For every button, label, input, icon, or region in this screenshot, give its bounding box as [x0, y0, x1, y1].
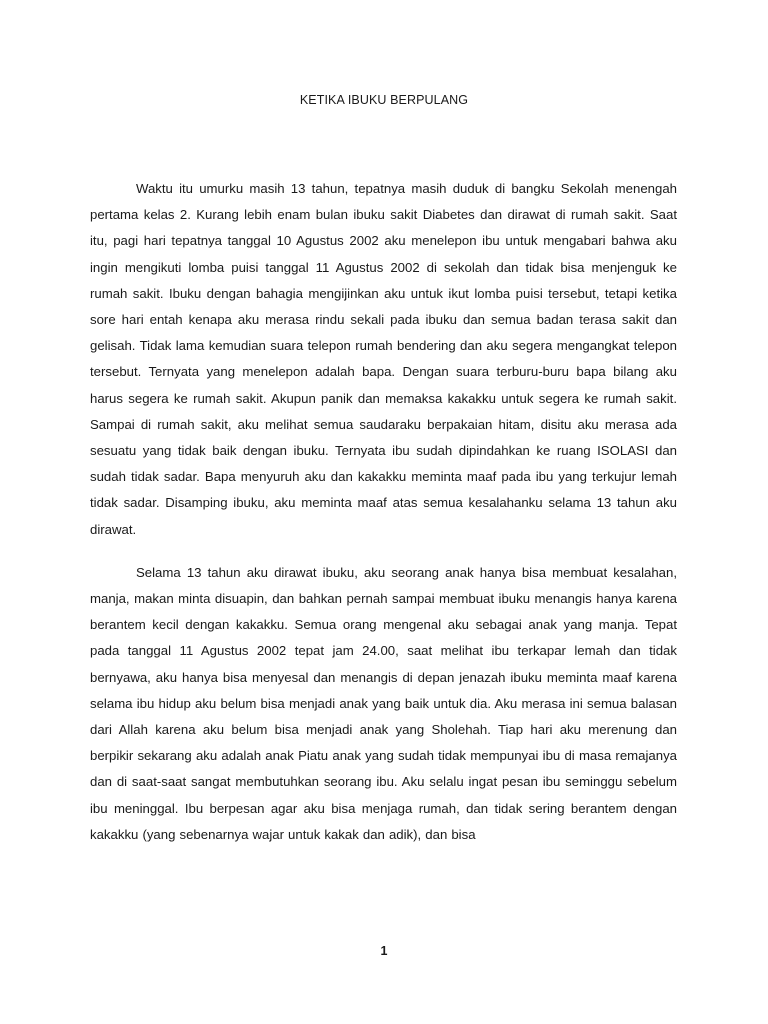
page-number: 1 [380, 944, 388, 958]
paragraph-2: Selama 13 tahun aku dirawat ibuku, aku seorang anak hanya bisa membuat kesalahan, manja, makan minta disuapin, dan bahkan pernah sampai membuat ibuku menangis hanya karena berantem kecil dengan kakakku. Semua orang mengenal aku sebagai anak yang manja. Tepat pada tanggal 11 Agustus 2002 tepat jam 24.00, saat melihat ibu terkapar lemah dan tidak bernyawa, aku hanya bisa menyesal dan menangis di depan jenazah ibuku meminta maaf karena selama ibu hidup aku belum bisa menjadi anak yang baik untuk dia. Aku merasa ini semua balasan dari Allah karena aku belum bisa menjadi anak yang Sholehah. Tiap hari aku merenung dan berpikir sekarang aku adalah anak Piatu anak yang sudah tidak mempunyai ibu di masa remajanya dan di saat-saat sangat membutuhkan seorang ibu. Aku selalu ingat pesan ibu seminggu sebelum ibu meninggal. Ibu berpesan agar aku bisa menjaga rumah, dan tidak sering berantem dengan kakakku (yang sebenarnya wajar untuk kakak dan adik), dan bisa [90, 564, 677, 842]
document-body [90, 176, 677, 848]
document-title: KETIKA IBUKU BERPULANG [299, 93, 469, 107]
paragraph-1: Waktu itu umurku masih 13 tahun, tepatnya masih duduk di bangku Sekolah menengah pertama kelas 2. Kurang lebih enam bulan ibuku sakit Diabetes dan dirawat di rumah sakit. Saat itu, pagi hari tepatnya tanggal 10 Agustus 2002 aku menelepon ibu untuk mengabari bahwa aku ingin mengikuti lomba puisi tanggal 11 Agustus 2002 di sekolah dan tidak bisa menjenguk ke rumah sakit. Ibuku dengan bahagia mengijinkan aku untuk ikut lomba puisi tersebut, tetapi ketika sore hari entah kenapa aku merasa rindu sekali pada ibuku dan semua badan terasa sakit dan gelisah. Tidak lama kemudian suara telepon rumah bendering dan aku segera mengangkat telepon tersebut. Ternyata yang menelepon adalah bapa. Dengan suara terburu-buru bapa bilang aku harus segera ke rumah sakit. Akupun panik dan memaksa kakakku untuk segera ke rumah sakit. Sampai di rumah sakit, aku melihat semua saudaraku berpakaian hitam, disitu aku merasa ada sesuatu yang tidak baik dengan ibuku. Ternyata ibu sudah dipindahkan ke ruang ISOLASI dan sudah tidak sadar. Bapa menyuruh aku dan kakakku meminta maaf pada ibu yang terkujur lemah tidak sadar. Disamping ibuku, aku meminta maaf atas semua kesalahanku selama 13 tahun aku dirawat. [90, 181, 677, 537]
